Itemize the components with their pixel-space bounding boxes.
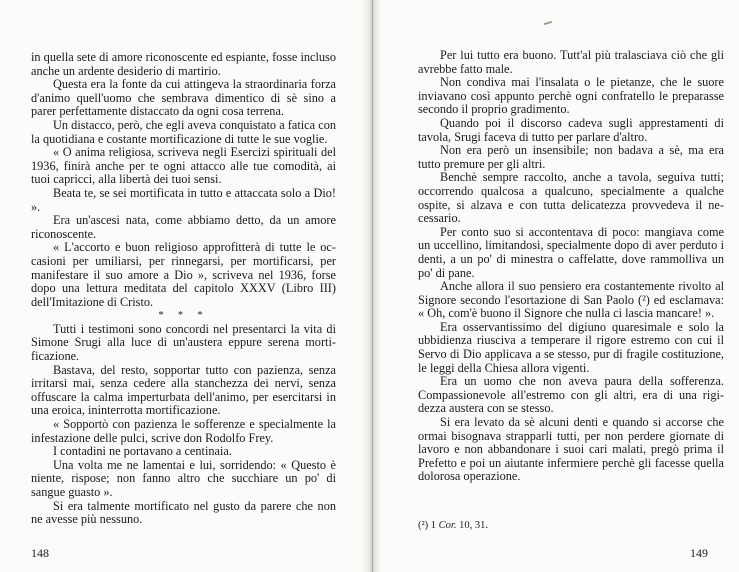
section-separator: * * *: [158, 310, 209, 322]
quote-paragraph: « L'accorto e buon religioso approfitterà di tutte le occasioni per umiliarsi, per rinnegarsi, per mortificarsi, per manifestare il suo amore a Dio », scriveva nel 1936, forse dopo una lettura meditata del capitolo XXXV (Libro III) dell'Imitazione di Cristo.: [31, 240, 336, 309]
quote-paragraph: « Sopportò con pazienza le sofferenze e specialmente la infestazione delle pulci, scrive don Rodolfo Frey.: [31, 417, 336, 445]
paragraph: Questa era la fonte da cui attingeva la straordinaria forza d'animo quell'uomo che sembrava dimentico di sè sino a parer perfettamente distaccato da ogni cosa terrena.: [31, 77, 336, 119]
paragraph: Beata te, se sei mortificata in tutto e attaccata solo a Dio! ».: [31, 185, 336, 214]
paragraph: Si era levato da sè alcuni denti e quando si accorse che ormai bisognava strapparli tutti, per non perdere giornate di lavoro e non abbandonare i suoi cari malati, pregò prima il Prefetto e poi un aiutante infermiere perchè gli facesse quella dolorosa operazione.: [418, 415, 724, 484]
paragraph: Non era però un insensibile; non badava a sè, ma era tutto premure per gli altri.: [418, 143, 724, 171]
footnote-ref: 10, 31.: [459, 520, 488, 531]
paragraph: Non condiva mai l'insalata o le pietanze, che le suore inviavano così appunto perchè ogni confratello le preparasse secondo il proprio gradimento.: [418, 75, 724, 117]
footnote-work: Cor.: [438, 520, 457, 531]
page-number: 148: [31, 546, 49, 560]
paragraph: Quando poi il discorso cadeva sugli apprestamenti di tavola, Srugi faceva di tutto per parlare d'altro.: [418, 115, 724, 144]
paragraph: in quella sete di amore riconoscente ed espiante, fosse incluso anche un ardente desiderio di martirio.: [31, 50, 336, 78]
paragraph: Per conto suo si accontentava di poco: mangiava come un uccellino, limitandosi, specialmente dopo di aver perduto i denti, a un po' di minestra o caffelatte, dove rammolliva un po' di pane.: [418, 224, 724, 280]
paragraph: Tutti i testimoni sono concordi nel presentarci la vita di Simone Srugi alla luce di un'austera eppure serena mortificazione.: [31, 321, 336, 364]
paragraph: Era un'ascesi nata, come abbiamo detto, da un amore riconoscente.: [31, 213, 336, 241]
footnote-marker: (²): [418, 520, 429, 531]
quote-paragraph: « O anima religiosa, scriveva negli Esercizi spirituali del 1936, finirà anche per te ogni attacco alle tue comodità, ai tuoi capricci, alla libertà dei tuoi sensi.: [31, 145, 336, 187]
left-page-body: [31, 51, 336, 527]
paragraph: Bastava, del resto, sopportar tutto con pazienza, senza irritarsi mai, senza cedere alla stanchezza dei nervi, senza offuscare la calma imperturbata dell'animo, per esercitarsi in una eroica, ininterrotta mortificazione.: [31, 362, 336, 418]
paragraph: Benchè sempre raccolto, anche a tavola, seguiva tutti; occorrendo qualcosa a qualcuno, specialmente a qualche ospite, si alzava e con tutta delicatezza provvedeva il necessario.: [418, 170, 724, 226]
binding-crease: [372, 0, 373, 572]
left-page: [0, 0, 362, 572]
paragraph: Era osservantissimo del digiuno quaresimale e solo la ubbidienza riusciva a temperare il rigore estremo con cui il Servo di Dio applicava a se stesso, pur di fragile costituzione, le leggi della Chiesa allora vigenti.: [418, 319, 724, 375]
paragraph: Era un uomo che non aveva paura della sofferenza. Compassionevole all'estremo con gli altri, era di una rigidezza austera con se stesso.: [418, 374, 724, 416]
footnote: [418, 520, 488, 532]
right-page: [382, 0, 739, 572]
paragraph: I contadini ne portavano a centinaia.: [53, 444, 232, 459]
page-number: 149: [690, 546, 708, 560]
paragraph: Per lui tutto era buono. Tutt'al più tralasciava ciò che gli avrebbe fatto male.: [418, 48, 724, 76]
right-page-body: [418, 49, 724, 484]
paragraph: Anche allora il suo pensiero era costantemente rivolto al Signore secondo l'esortazione di San Paolo (²) ed esclamava: « Oh, com'è buono il Signore che nulla ci lascia mancare! ».: [418, 279, 724, 321]
paragraph: Si era talmente mortificato nel gusto da parere che non ne avesse più nessuno.: [31, 498, 336, 527]
paragraph: Una volta me ne lamentai e lui, sorridendo: « Questo è niente, rispose; non fanno altro che succhiare un po' di sangue guasto ».: [31, 457, 336, 499]
footnote-pre: 1: [430, 520, 437, 531]
paragraph: Un distacco, però, che egli aveva conquistato a fatica con la quotidiana e costante mortificazione di tutte le sue voglie.: [31, 117, 336, 146]
